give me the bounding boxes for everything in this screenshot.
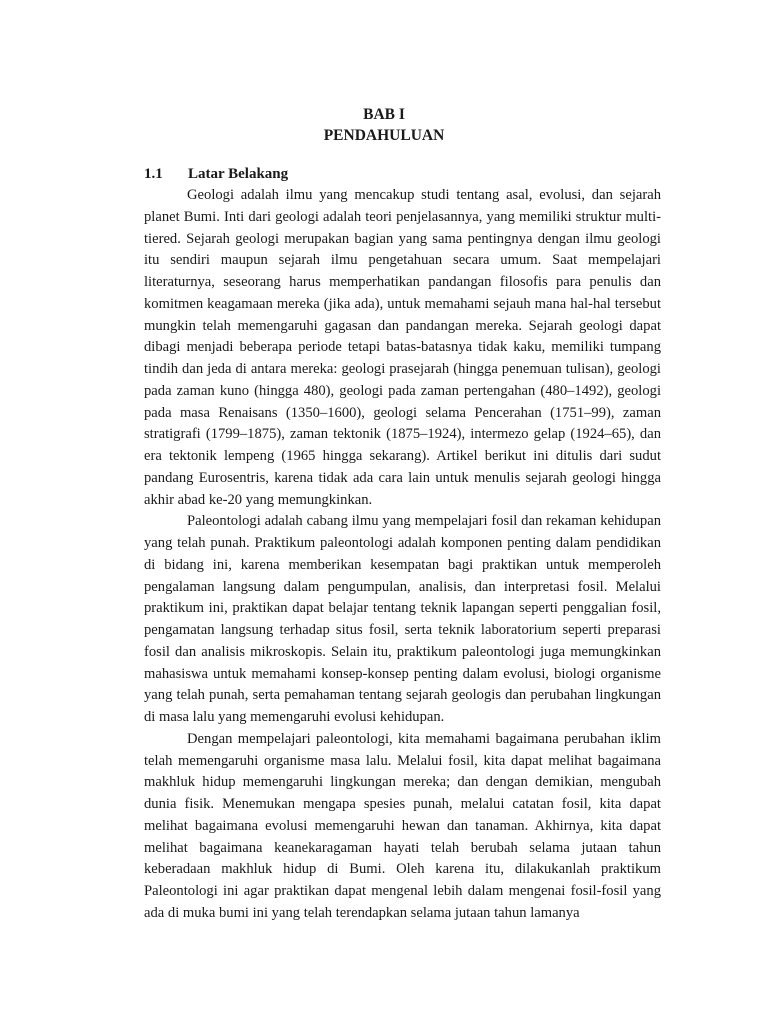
chapter-title: PENDAHULUAN — [323, 127, 445, 144]
paragraph-paleontologi: Paleontologi adalah cabang ilmu yang mempelajari fosil dan rekaman kehidupan yang telah punah. Praktikum paleontologi adalah komponen penting dalam pendidikan di bidang ini, karena memberikan kesempatan bagi praktikan untuk memperoleh pengalaman langsung dalam pengumpulan, analisis, dan interpretasi fosil. Melalui praktikum ini, praktikan dapat belajar tentang teknik lapangan seperti penggalian fosil, pengamatan langsung terhadap situs fosil, serta teknik laboratorium seperti preparasi fosil dan analisis mikroskopis. Selain itu, praktikum paleontologi juga memungkinkan mahasiswa untuk memahami konsep-konsep penting dalam evolusi, biologi organisme yang telah punah, serta pemahaman tentang sejarah geologis dan perubahan lingkungan di masa lalu yang memengaruhi evolusi kehidupan. — [144, 513, 661, 725]
chapter-heading — [0, 104, 768, 146]
paragraph-tujuan: Dengan mempelajari paleontologi, kita memahami bagaimana perubahan iklim telah memengaruhi organisme masa lalu. Melalui fosil, kita dapat melihat bagaimana makhluk hidup memengaruhi lingkungan mereka; dan dengan demikian, mengubah dunia fisik. Menemukan mengapa spesies punah, melalui catatan fosil, kita dapat melihat bagaimana evolusi memengaruhi hewan dan tanaman. Akhirnya, kita dapat melihat bagaimana keanekaragaman hayati telah berubah selama jutaan tahun keberadaan makhluk hidup di Bumi. Oleh karena itu, dilakukanlah praktikum Paleontologi ini agar praktikan dapat mengenal lebih dalam mengenai fosil-fosil yang ada di muka bumi ini yang telah terendapkan selama jutaan tahun lamanya — [144, 730, 661, 921]
chapter-label: BAB I — [363, 106, 405, 123]
body-text — [144, 185, 661, 925]
section-heading — [144, 164, 288, 184]
paragraph-geologi: Geologi adalah ilmu yang mencakup studi tentang asal, evolusi, dan sejarah planet Bumi. Inti dari geologi adalah teori penjelasannya, yang memiliki struktur multi-tiered. Sejarah geologi merupakan bagian yang sama pentingnya dengan ilmu geologi itu sendiri maupun sejarah ilmu pengetahuan secara umum. Saat mempelajari literaturnya, seseorang harus memperhatikan pandangan filosofis para penulis dan komitmen keagamaan mereka (jika ada), untuk memahami sejauh mana hal-hal tersebut mungkin telah memengaruhi gagasan dan pandangan mereka. Sejarah geologi dapat dibagi menjadi beberapa periode tetapi batas-batasnya tidak kaku, memiliki tumpang tindih dan jeda di antara mereka: geologi prasejarah (hingga penemuan tulisan), geologi pada zaman kuno (hingga 480), geologi pada zaman pertengahan (480–1492), geologi pada masa Renaisans (1350–1600), geologi selama Pencerahan (1751–99), zaman stratigrafi (1799–1875), zaman tektonik (1875–1924), intermezo gelap (1924–65), dan era tektonik lempeng (1965 hingga sekarang). Artikel berikut ini ditulis dari sudut pandang Eurosentris, karena tidak ada cara lain untuk menulis sejarah geologi hingga akhir abad ke-20 yang memungkinkan. — [144, 187, 661, 508]
section-title: Latar Belakang — [188, 166, 289, 182]
section-number: 1.1 — [144, 166, 163, 182]
